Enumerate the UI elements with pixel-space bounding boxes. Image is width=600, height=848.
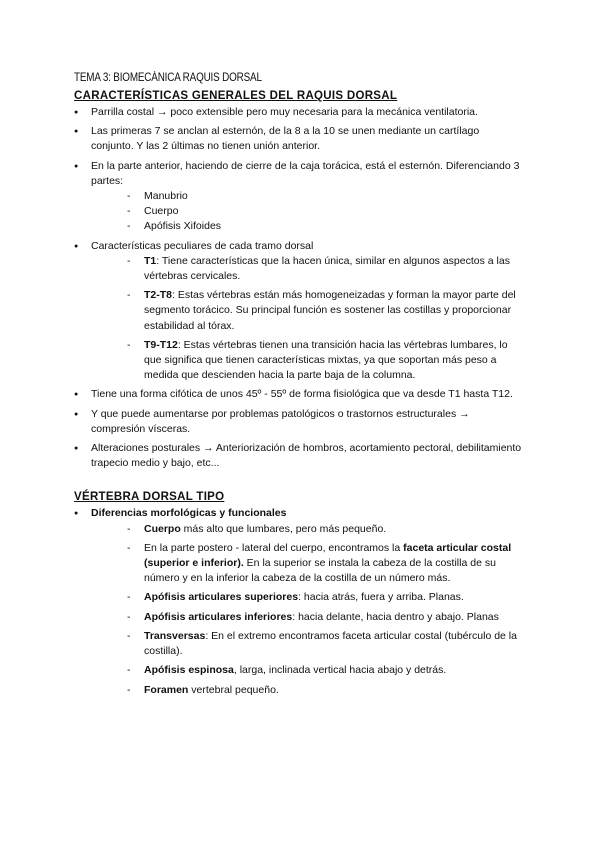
vertebra-list	[74, 506, 524, 697]
feature-text: : hacia delante, hacia dentro y abajo. Planas	[292, 610, 499, 623]
feature-label: Transversas	[144, 629, 206, 642]
list-item: ● Alteraciones posturales → Anteriorización de hombros, acortamiento pectoral, debilitamiento trapecio medio y bajo, etc...	[74, 441, 524, 471]
sternum-parts-list	[91, 189, 524, 235]
list-item: ● Las primeras 7 se anclan al esternón, de la 8 a la 10 se unen mediante un cartílago conjunto. Y las 2 últimas no tienen unión anterior.	[74, 124, 524, 154]
feature-label: faceta articular costal (superior e inferior).	[144, 541, 512, 570]
list-item-text: En la parte anterior, haciendo de cierre de la caja torácica, está el esternón. Diferenciando 3 partes:	[91, 159, 520, 187]
sublist-item: - Cuerpo	[127, 204, 524, 219]
list-item: ● Tiene una forma cifótica de unos 45º - 55º de forma fisiológica que va desde T1 hasta T12.	[74, 387, 524, 402]
feature-label: Cuerpo	[144, 522, 181, 535]
sublist-item	[127, 288, 524, 334]
sublist-item	[127, 629, 524, 659]
sublist-item	[127, 610, 524, 625]
document-page	[74, 72, 524, 702]
sublist-item	[127, 663, 524, 678]
feature-text: vertebral pequeño.	[188, 683, 279, 696]
sublist-item	[127, 683, 524, 698]
feature-label: Foramen	[144, 683, 189, 696]
sublist-item	[127, 590, 524, 605]
segment-label: T1	[144, 254, 157, 267]
feature-text: : hacia atrás, fuera y arriba. Planas.	[298, 591, 464, 604]
segment-label: T2-T8	[144, 289, 173, 302]
feature-label: Apófisis articulares superiores	[144, 591, 299, 604]
list-item-text: Diferencias morfológicas y funcionales	[91, 507, 287, 520]
list-item-text: Características peculiares de cada tramo dorsal	[91, 239, 314, 252]
feature-label: Apófisis articulares inferiores	[144, 610, 293, 623]
section-heading-vertebra: VÉRTEBRA DORSAL TIPO	[74, 491, 225, 504]
segment-text: : Tiene características que la hacen única, similar en algunos aspectos a las vértebras cervicales.	[144, 254, 510, 283]
list-item: ● Y que puede aumentarse por problemas patológicos o trastornos estructurales → compresión vísceras.	[74, 407, 524, 437]
segment-label: T9-T12	[144, 338, 178, 351]
feature-text: En la superior se instala la cabeza de la costilla de su número y en la inferior la cabeza de la costilla de un número más.	[144, 557, 496, 585]
feature-text: En la parte postero - lateral del cuerpo, encontramos la	[144, 541, 404, 554]
section-heading-general: CARACTERÍSTICAS GENERALES DEL RAQUIS DORSAL	[74, 90, 398, 102]
list-item: ● Parrilla costal → poco extensible pero muy necesaria para la mecánica ventilatoria.	[74, 105, 524, 120]
sublist-item	[127, 522, 524, 537]
vertebra-features-list	[91, 522, 524, 698]
feature-text: , larga, inclinada vertical hacia abajo y detrás.	[233, 664, 447, 677]
sublist-item	[127, 541, 524, 587]
sublist-item	[127, 338, 524, 384]
dorsal-segments-list	[91, 254, 524, 384]
feature-label: Apófisis espinosa	[144, 664, 234, 677]
segment-text: : Estas vértebras están más homogeneizadas y forman la mayor parte del segmento torácico. Su principal función es sostener las costillas y proporcionar estabilidad al tórax.	[144, 289, 516, 332]
document-title: TEMA 3: BIOMECÁNICA RAQUIS DORSAL	[74, 72, 262, 84]
sublist-item: - Apófisis Xifoides	[127, 219, 524, 234]
sublist-item: - Manubrio	[127, 189, 524, 204]
list-item	[74, 506, 524, 697]
general-characteristics-list	[74, 105, 524, 471]
segment-text: : Estas vértebras tienen una transición hacia las vértebras lumbares, lo que significa que tienen características mixtas, ya que soportan más peso a medida que descienden hacia la parte baja de la columna.	[144, 338, 508, 382]
feature-text: : En el extremo encontramos faceta articular costal (tubérculo de la costilla).	[144, 629, 517, 658]
list-item	[74, 239, 524, 384]
list-item	[74, 159, 524, 235]
feature-text: más alto que lumbares, pero más pequeño.	[180, 522, 387, 535]
sublist-item	[127, 254, 524, 284]
